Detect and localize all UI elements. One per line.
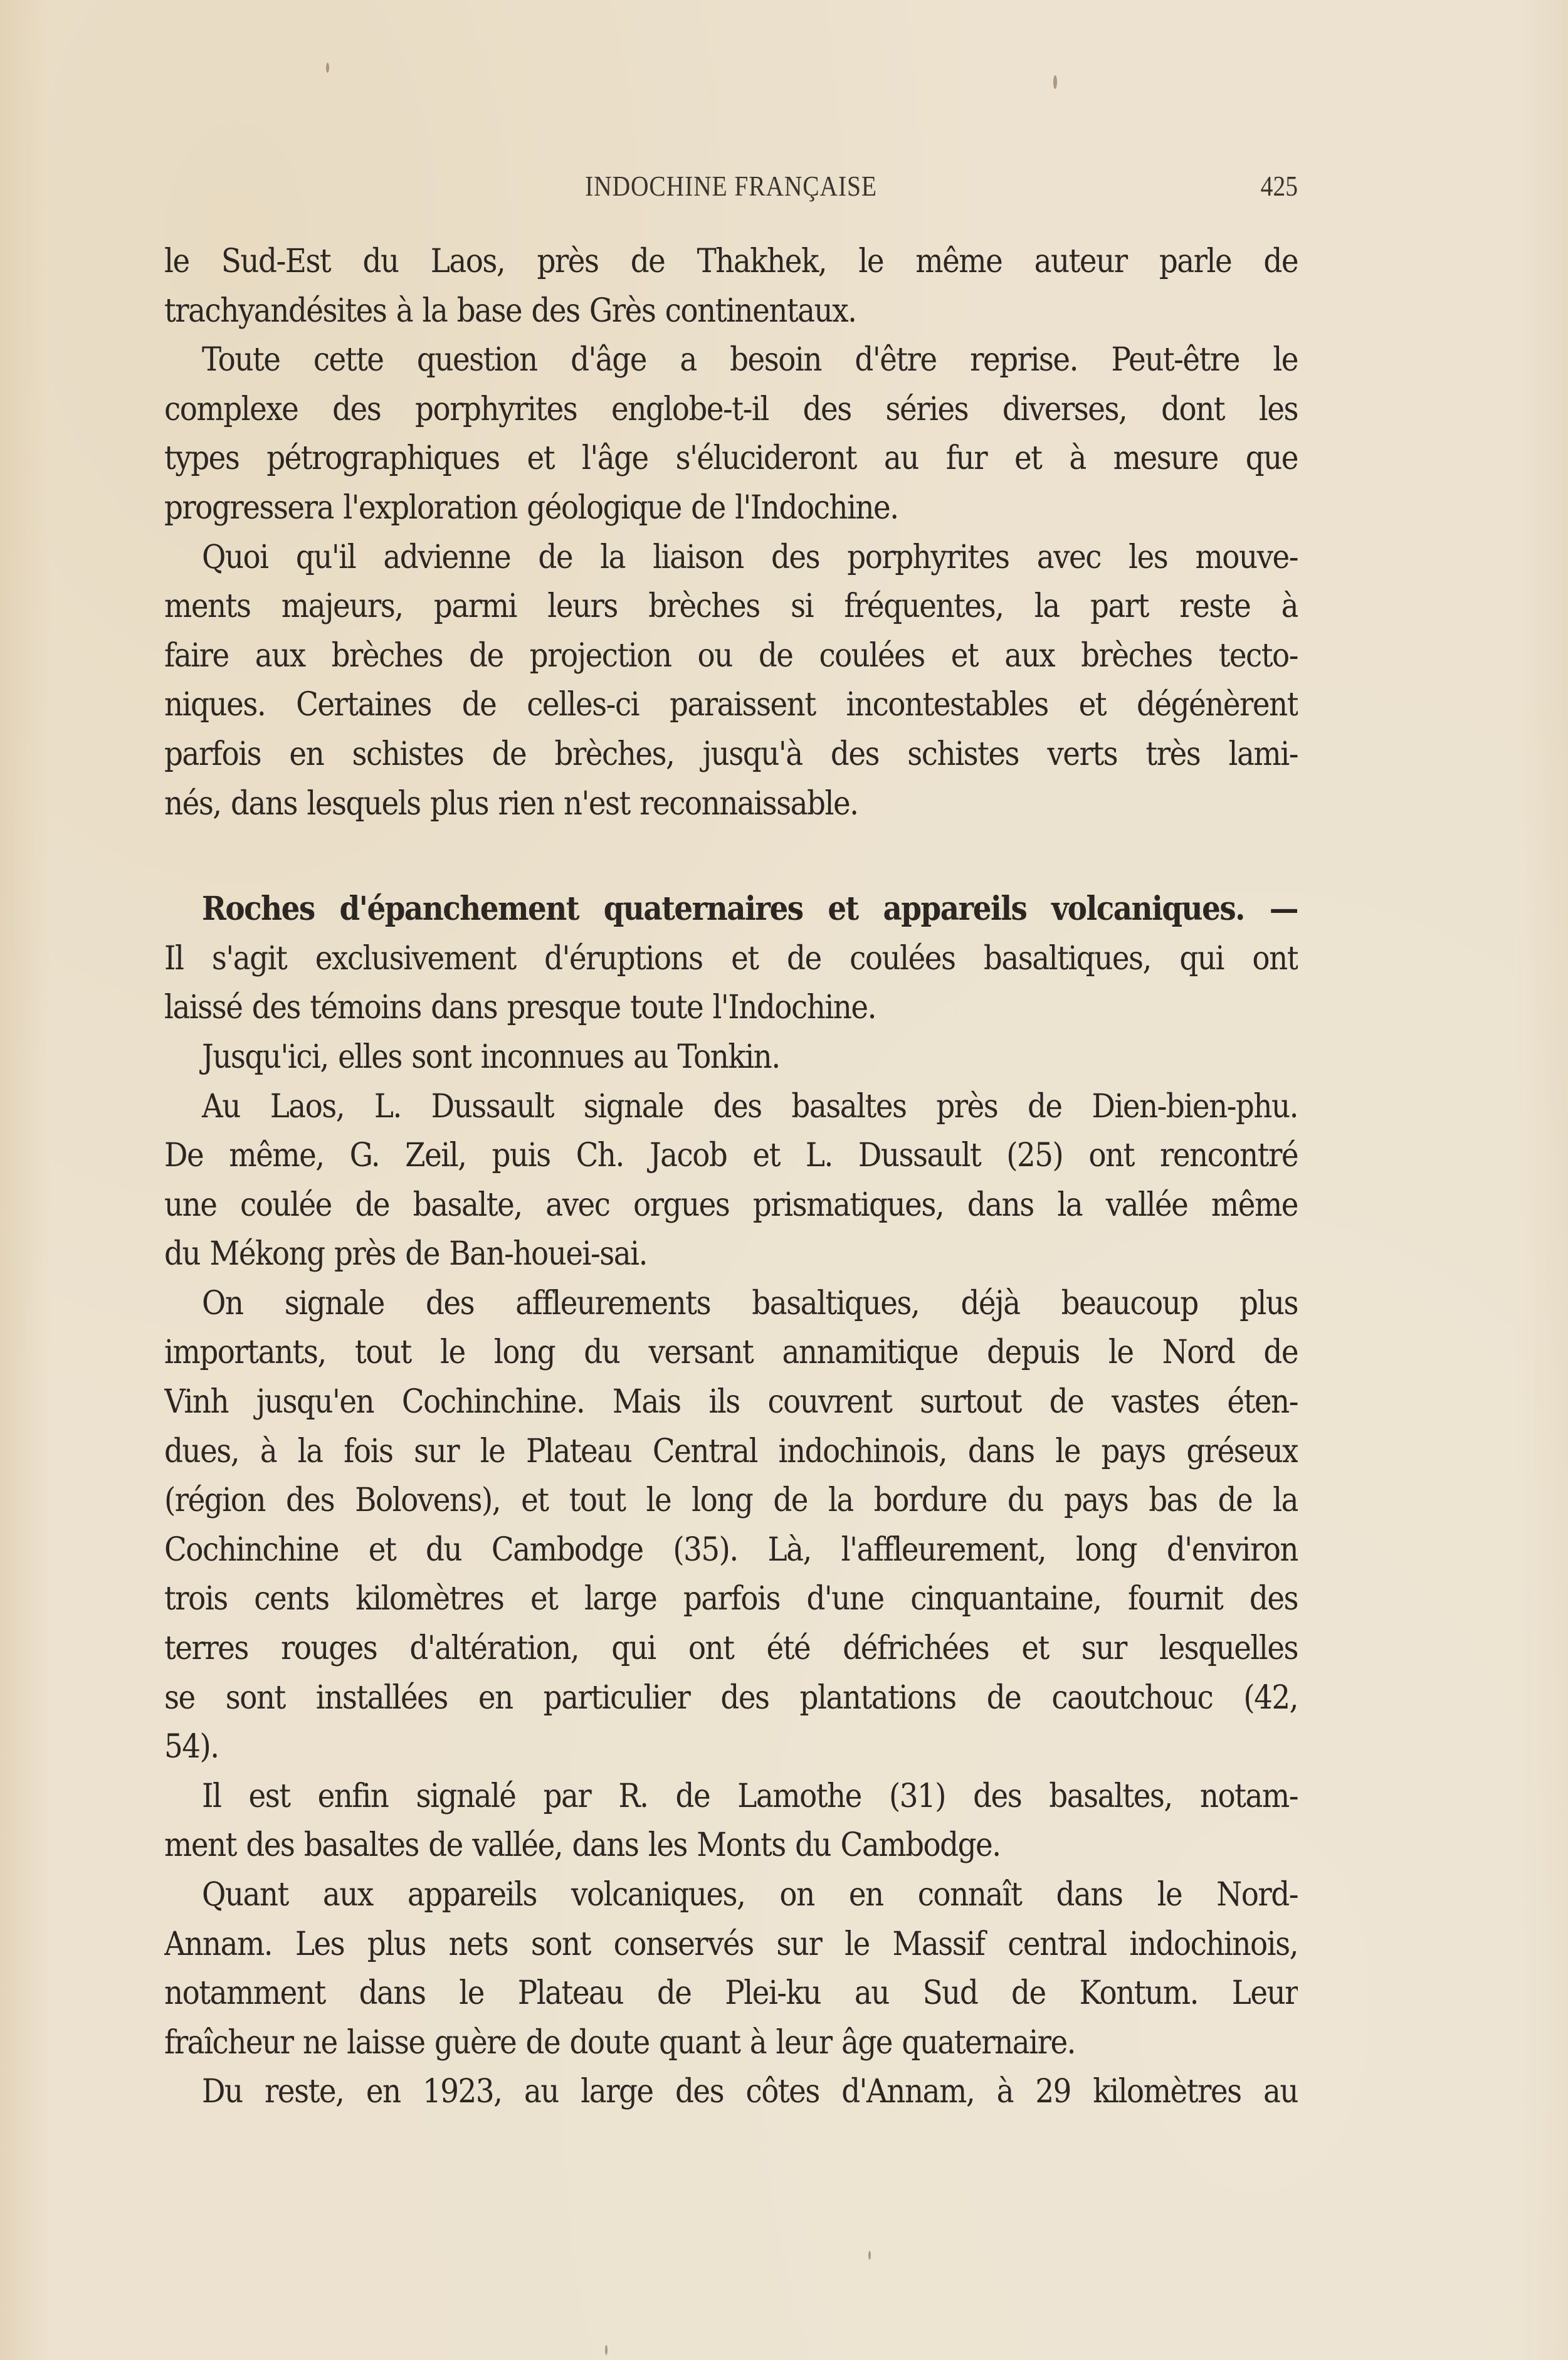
text-line: une coulée de basalte, avec orgues prismatiques, dans la vallée même (164, 1186, 1298, 1224)
section-heading-line (164, 885, 1298, 934)
section-spacer (164, 828, 1298, 885)
text-line: Cochinchine et du Cambodge (35). Là, l'affleurement, long d'environ (164, 1530, 1298, 1569)
text-line: Quant aux appareils volcaniques, on en connaît dans le Nord- (202, 1876, 1298, 1914)
running-title: INDOCHINE FRANÇAISE (585, 170, 877, 202)
paragraph (164, 2067, 1298, 2117)
text-line: Quoi qu'il advienne de la liaison des porphyrites avec les mouve- (202, 538, 1298, 576)
paper-speck (605, 2345, 608, 2355)
text-line: De même, G. Zeil, puis Ch. Jacob et L. Dussault (25) ont rencontré (164, 1137, 1298, 1175)
paragraph (164, 1082, 1298, 1279)
text-line: (région des Bolovens), et tout le long de la bordure du pays bas de la (164, 1482, 1298, 1520)
text-line: importants, tout le long du versant annamitique depuis le Nord de (164, 1334, 1298, 1372)
section-heading: Roches d'épanchement quaternaires et appareils volcaniques. — (202, 890, 1298, 929)
paragraph (164, 335, 1298, 532)
text-line: complexe des porphyrites englobe-t-il des séries diverses, dont les (164, 390, 1298, 428)
text-line: du Mékong près de Ban-houei-sai. (164, 1235, 647, 1273)
text-line: types pétrographiques et l'âge s'élucideront au fur et à mesure que (164, 440, 1298, 478)
paper-speck (868, 2251, 871, 2260)
text-line: nés, dans lesquels plus rien n'est reconnaissable. (164, 784, 858, 823)
paper-speck (326, 63, 329, 73)
text-line: On signale des affleurements basaltiques, déjà beaucoup plus (202, 1284, 1298, 1322)
paragraph (164, 533, 1298, 829)
text-line: laissé des témoins dans presque toute l'Indochine. (164, 989, 876, 1027)
text-line: Du reste, en 1923, au large des côtes d'Annam, à 29 kilomètres au (202, 2073, 1298, 2111)
text-line: Il est enfin signalé par R. de Lamothe (31) des basaltes, notam- (202, 1777, 1298, 1815)
body-text (164, 237, 1298, 2117)
text-line: terres rouges d'altération, qui ont été défrichées et sur lesquelles (164, 1630, 1298, 1668)
section (164, 885, 1298, 2117)
paragraph (164, 1772, 1298, 1870)
text-line: dues, à la fois sur le Plateau Central indochinois, dans le pays gréseux (164, 1432, 1298, 1470)
text-line: Vinh jusqu'en Cochinchine. Mais ils couvrent surtout de vastes éten- (164, 1383, 1298, 1421)
paragraph (164, 237, 1298, 335)
text-line: 54). (164, 1728, 219, 1766)
text-line: fraîcheur ne laisse guère de doute quant à leur âge quaternaire. (164, 2023, 1075, 2062)
paper-speck (1053, 75, 1057, 89)
text-line: progressera l'exploration géologique de l'Indochine. (164, 488, 898, 527)
text-line: faire aux brèches de projection ou de coulées et aux brèches tecto- (164, 636, 1298, 675)
text-line: se sont installées en particulier des plantations de caoutchouc (42, (164, 1678, 1298, 1717)
text-line: Il s'agit exclusivement d'éruptions et de coulées basaltiques, qui ont (164, 939, 1298, 977)
paragraph (164, 1870, 1298, 2067)
text-line: ment des basaltes de vallée, dans les Monts du Cambodge. (164, 1826, 1001, 1865)
text-line: ments majeurs, parmi leurs brèches si fréquentes, la part reste à (164, 587, 1298, 626)
text-line: niques. Certaines de celles-ci paraissent incontestables et dégénèrent (164, 686, 1298, 724)
text-line: parfois en schistes de brèches, jusqu'à des schistes verts très lami- (164, 735, 1298, 773)
paragraph (164, 1033, 1298, 1082)
text-line: trois cents kilomètres et large parfois d'une cinquantaine, fournit des (164, 1580, 1298, 1618)
paragraph (164, 1279, 1298, 1772)
running-header (164, 169, 1298, 213)
text-line: Jusqu'ici, elles sont inconnues au Tonkin. (202, 1038, 780, 1076)
text-line: trachyandésites à la base des Grès continentaux. (164, 292, 856, 330)
text-line: Annam. Les plus nets sont conservés sur le Massif central indochinois, (164, 1925, 1298, 1963)
text-line: Au Laos, L. Dussault signale des basaltes près de Dien-bien-phu. (202, 1087, 1298, 1125)
text-line: Toute cette question d'âge a besoin d'être reprise. Peut-être le (202, 341, 1298, 379)
page-number: 425 (1260, 170, 1298, 202)
text-line: le Sud-Est du Laos, près de Thakhek, le même auteur parle de (164, 243, 1298, 280)
text-line: notamment dans le Plateau de Plei-ku au Sud de Kontum. Leur (164, 1974, 1298, 2013)
